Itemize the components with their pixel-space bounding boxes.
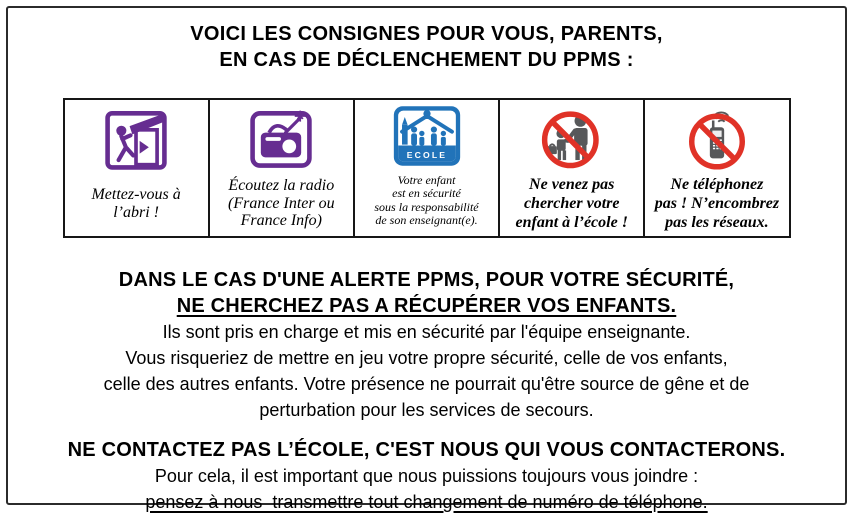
caption-line: Écoutez la radio — [228, 177, 335, 195]
instruction-cell-school — [353, 100, 498, 236]
alert-heading-1: DANS LE CAS D'UNE ALERTE PPMS, POUR VOTRE SÉCURITÉ, — [118, 269, 735, 291]
caption-line: est en sécurité — [392, 186, 461, 200]
radio-icon — [248, 106, 314, 172]
instruction-cell-no-phone — [643, 100, 788, 236]
notice-title — [8, 21, 845, 73]
school-sign-icon — [392, 105, 462, 167]
icon-container — [683, 103, 751, 175]
caption-line: pas ! N’encombrez — [654, 195, 780, 212]
contact-heading: NE CONTACTEZ PAS L’ÉCOLE, C'EST NOUS QUI VOUS CONTACTERONS. — [67, 439, 786, 461]
alert-line: perturbation pour les services de secours. — [259, 400, 594, 420]
icon-container — [103, 103, 169, 175]
title-line-1: VOICI LES CONSIGNES POUR VOUS, PARENTS, — [190, 23, 663, 45]
caption-line: enfant à l’école ! — [515, 214, 628, 231]
icon-container — [538, 103, 606, 175]
alert-line: Vous risqueriez de mettre en jeu votre propre sécurité, celle de vos enfants, — [125, 348, 728, 368]
alert-heading-2: NE CHERCHEZ PAS A RÉCUPÉRER VOS ENFANTS. — [176, 295, 677, 317]
title-line-2: EN CAS DE DÉCLENCHEMENT DU PPMS : — [219, 49, 634, 71]
school-sign-label: ECOLE — [406, 149, 447, 160]
shelter-icon — [103, 106, 169, 172]
notice-border-frame — [6, 6, 847, 512]
caption-line: Ne téléphonez — [670, 176, 764, 193]
caption-line: Ne venez pas — [529, 176, 615, 193]
caption-line: sous la responsabilité — [374, 199, 479, 214]
caption-line: pas les réseaux. — [665, 214, 769, 231]
instruction-caption — [91, 175, 180, 232]
icon-container — [248, 103, 314, 175]
contact-line-underlined: pensez à nous transmettre tout changement de numéro de téléphone. — [145, 492, 708, 512]
instructions-table — [63, 98, 791, 238]
caption-line: France Info) — [240, 212, 322, 230]
caption-line: Mettez-vous à — [91, 186, 181, 203]
alert-text-block — [8, 267, 845, 423]
contact-text-block — [8, 437, 845, 513]
caption-line: l’abri ! — [113, 203, 159, 221]
alert-line: Ils sont pris en charge et mis en sécurité par l'équipe enseignante. — [162, 322, 691, 342]
alert-line: celle des autres enfants. Votre présence ne pourrait qu'être source de gêne et de — [103, 374, 750, 394]
icon-container — [392, 103, 462, 169]
instruction-cell-radio — [208, 100, 353, 236]
no-phone-icon — [683, 107, 751, 171]
caption-line: de son enseignant(e). — [375, 213, 478, 227]
instruction-cell-no-pickup — [498, 100, 643, 236]
no-pickup-icon — [538, 107, 606, 171]
caption-line: (France Inter ou — [227, 194, 335, 212]
instruction-caption — [655, 175, 779, 232]
contact-line: Pour cela, il est important que nous puissions toujours vous joindre : — [154, 466, 699, 486]
caption-line: Votre enfant — [397, 172, 456, 187]
instruction-caption — [228, 175, 335, 232]
instruction-caption — [516, 175, 628, 232]
instruction-caption — [374, 169, 478, 232]
instruction-cell-shelter — [65, 100, 208, 236]
caption-line: chercher votre — [523, 195, 620, 212]
